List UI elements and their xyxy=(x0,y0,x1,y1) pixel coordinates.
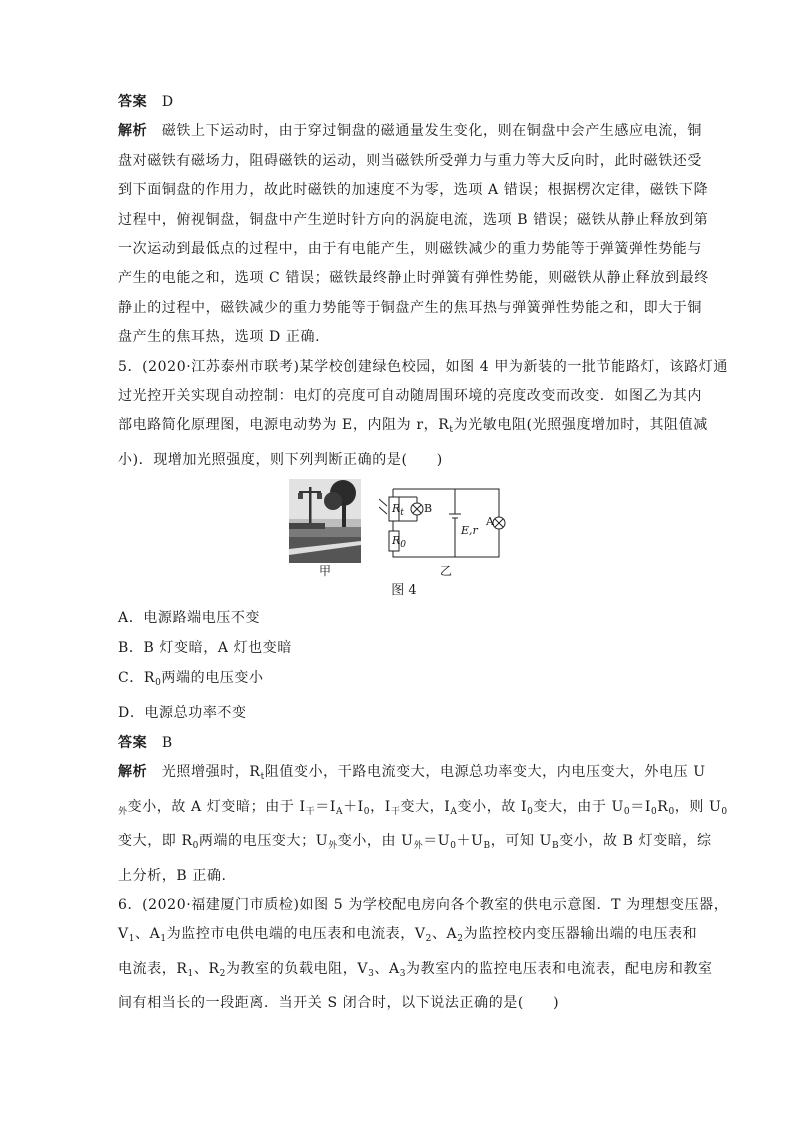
answer-value: D xyxy=(161,94,174,110)
label-er: E,r xyxy=(461,524,478,538)
analysis-4-line-4: 过程中，俯视铜盘，铜盘中产生逆时针方向的涡旋电流，选项 B 错误；磁铁从静止释放到第 xyxy=(118,211,709,228)
option-b: B．B 灯变暗，A 灯也变暗 xyxy=(118,640,292,657)
analysis-4-line-5: 一次运动到最低点的过程中，由于有电能产生，则磁铁减少的重力势能等于弹簧弹性势能与 xyxy=(118,240,702,257)
label-r0 xyxy=(392,534,406,550)
t: ＋U xyxy=(456,833,484,850)
question-5-line-4: 小)．现增加光照强度，则下列判断正确的是( ) xyxy=(118,451,443,468)
analysis-5-line-4: 上分析，B 正确. xyxy=(118,867,227,884)
t: ＝I xyxy=(315,798,336,815)
street-lamp-photo xyxy=(289,479,361,563)
t: 变小，故 I xyxy=(457,798,528,815)
sub: A xyxy=(335,806,344,817)
analysis-5-line-1 xyxy=(118,762,706,788)
question-6-line-3: 电流表，$R_1$、$R_2$为教室的负载电阻，$V_3$、$A_3$为教室内的监控电压表和电流表，配电房和教室 xyxy=(118,960,713,979)
t: 变小，由 U xyxy=(337,833,414,850)
t: 电流表，R xyxy=(118,960,188,977)
question-5-line-2: 过光控开关实现自动控制：电灯的亮度可自动随周围环境的亮度改变而改变．如图乙为其内 xyxy=(118,387,702,404)
question-6-line-4: 间有相当长的一段距离．当开关 S 闭合时，以下说法正确的是( ) xyxy=(118,995,560,1012)
r0-symbol: R xyxy=(392,534,401,548)
analysis-4-line-6: 产生的电能之和，选项 C 错误；磁铁最终静止时弹簧有弹性势能，则磁铁从静止释放到最终 xyxy=(118,270,709,287)
t: ，可知 U xyxy=(490,833,552,850)
sub: 0 xyxy=(668,806,675,817)
r0-sub: 0 xyxy=(400,540,407,551)
t: 变大，由于 U xyxy=(533,798,624,815)
analysis-5-line-3 xyxy=(118,831,712,857)
analysis-5-line-2 xyxy=(118,797,728,823)
t: 两端的电压变大；U xyxy=(198,833,329,850)
sub: 0 xyxy=(527,806,534,817)
analysis-4-line-1 xyxy=(118,121,703,142)
sub: A xyxy=(450,806,458,817)
sub: 0 xyxy=(623,806,631,817)
sub: 外 xyxy=(118,806,128,817)
figure-4 xyxy=(118,479,690,579)
analysis-label: 解析 xyxy=(118,764,148,781)
analysis-text: 磁铁上下运动时，由于穿过铜盘的磁通量发生变化，则在铜盘中会产生感应电流，铜 xyxy=(161,123,703,140)
label-a: A xyxy=(486,515,494,529)
sub: 0 xyxy=(721,806,728,817)
sub: B xyxy=(483,841,491,852)
question-5-line-1: 5．(2020·江苏泰州市联考)某学校创建绿色校园，如图 4 甲为新装的一批节能路灯，该路灯通 xyxy=(118,358,728,375)
sub: B xyxy=(552,841,560,852)
sub: 干 xyxy=(305,806,316,817)
t: 光照增强时，R xyxy=(161,764,261,781)
question-5-line-3 xyxy=(118,415,708,441)
analysis-4-line-8: 盘产生的焦耳热，选项 D 正确. xyxy=(118,329,321,346)
question-6-line-1: 6．(2020·福建厦门市质检)如图 5 为学校配电房向各个教室的供电示意图．T 为理想变压器， xyxy=(118,897,729,914)
option-a: A．电源路端电压不变 xyxy=(118,610,261,627)
subscript: 0 xyxy=(155,678,162,689)
figure-label-jia: 甲 xyxy=(319,564,332,579)
t: 变小，故 A 灯变暗；由于 I xyxy=(127,798,306,815)
rt-symbol: R xyxy=(392,502,401,516)
t: 阻值变小，干路电流变大，电源总功率变大，内电压变大，外电压 U xyxy=(264,764,706,781)
t: ＝U xyxy=(423,833,451,850)
figure-label-yi: 乙 xyxy=(440,564,453,579)
sub: 0 xyxy=(650,806,658,817)
t: R xyxy=(657,798,669,815)
label-rt xyxy=(392,502,404,518)
t: 为教室内的监控电压表和电流表，配电房和教室 xyxy=(406,960,713,977)
t: 变大，即 R xyxy=(118,833,193,850)
document-page xyxy=(118,92,729,1023)
sub: 0 xyxy=(192,841,199,852)
answer-4 xyxy=(118,92,690,113)
t: ＝I xyxy=(630,798,651,815)
sub: t xyxy=(260,772,265,783)
t: 为教室的负载电阻，V xyxy=(225,960,369,977)
t: 为监控市电供电端的电压表和电流表，V xyxy=(166,926,426,943)
option-c-text: C．R xyxy=(118,670,156,687)
analysis-label: 解析 xyxy=(118,123,148,140)
sub: 0 xyxy=(363,806,371,817)
option-c-tail: 两端的电压变小 xyxy=(161,670,264,687)
analysis-4-line-3: 到下面铜盘的作用力，故此时磁铁的加速度不为零，选项 A 错误；根据楞次定律，磁铁下降 xyxy=(118,182,709,199)
sub: 干 xyxy=(390,806,401,817)
subscript: t xyxy=(449,425,454,436)
analysis-4-line-7: 静止的过程中，磁铁减少的重力势能等于铜盘产生的焦耳热与弹簧弹性势能之和，即大于铜 xyxy=(118,299,702,316)
label-b: B xyxy=(424,502,433,516)
question-6-line-2: $V_1$、$A_1$为监控市电供电端的电压表和电流表，$V_2$、$A_2$为监控校内变压器输出端的电压表和 xyxy=(118,926,698,945)
sub: 外 xyxy=(413,841,424,852)
answer-label: 答案 xyxy=(118,735,148,752)
sub: 外 xyxy=(328,841,338,852)
answer-value: B xyxy=(161,735,173,752)
answer-label: 答案 xyxy=(118,94,148,110)
t: ＋I xyxy=(343,798,364,815)
sub: 0 xyxy=(450,841,457,852)
q5-line3-tail: 为光敏电阻(光照强度增加时，其阻值减 xyxy=(453,417,708,434)
option-c xyxy=(118,668,690,694)
t: ，则 U xyxy=(674,798,722,815)
rt-sub: t xyxy=(400,508,404,519)
t: 变大，I xyxy=(400,798,451,815)
analysis-4-line-2: 盘对磁铁有磁场力，阻碍磁铁的运动，则当磁铁所受弹力与重力等大反向时，此时磁铁还受 xyxy=(118,152,702,169)
t: 变小，故 B 灯变暗，综 xyxy=(559,833,712,850)
t: ，I xyxy=(370,798,391,815)
option-d: D．电源总功率不变 xyxy=(118,705,247,722)
t: 为监控校内变压器输出端的电压表和 xyxy=(463,926,698,943)
answer-5 xyxy=(118,733,690,754)
q5-line3-text: 部电路简化原理图，电源电动势为 E，内阻为 r，R xyxy=(118,417,450,434)
figure-caption: 图 4 xyxy=(391,583,417,599)
